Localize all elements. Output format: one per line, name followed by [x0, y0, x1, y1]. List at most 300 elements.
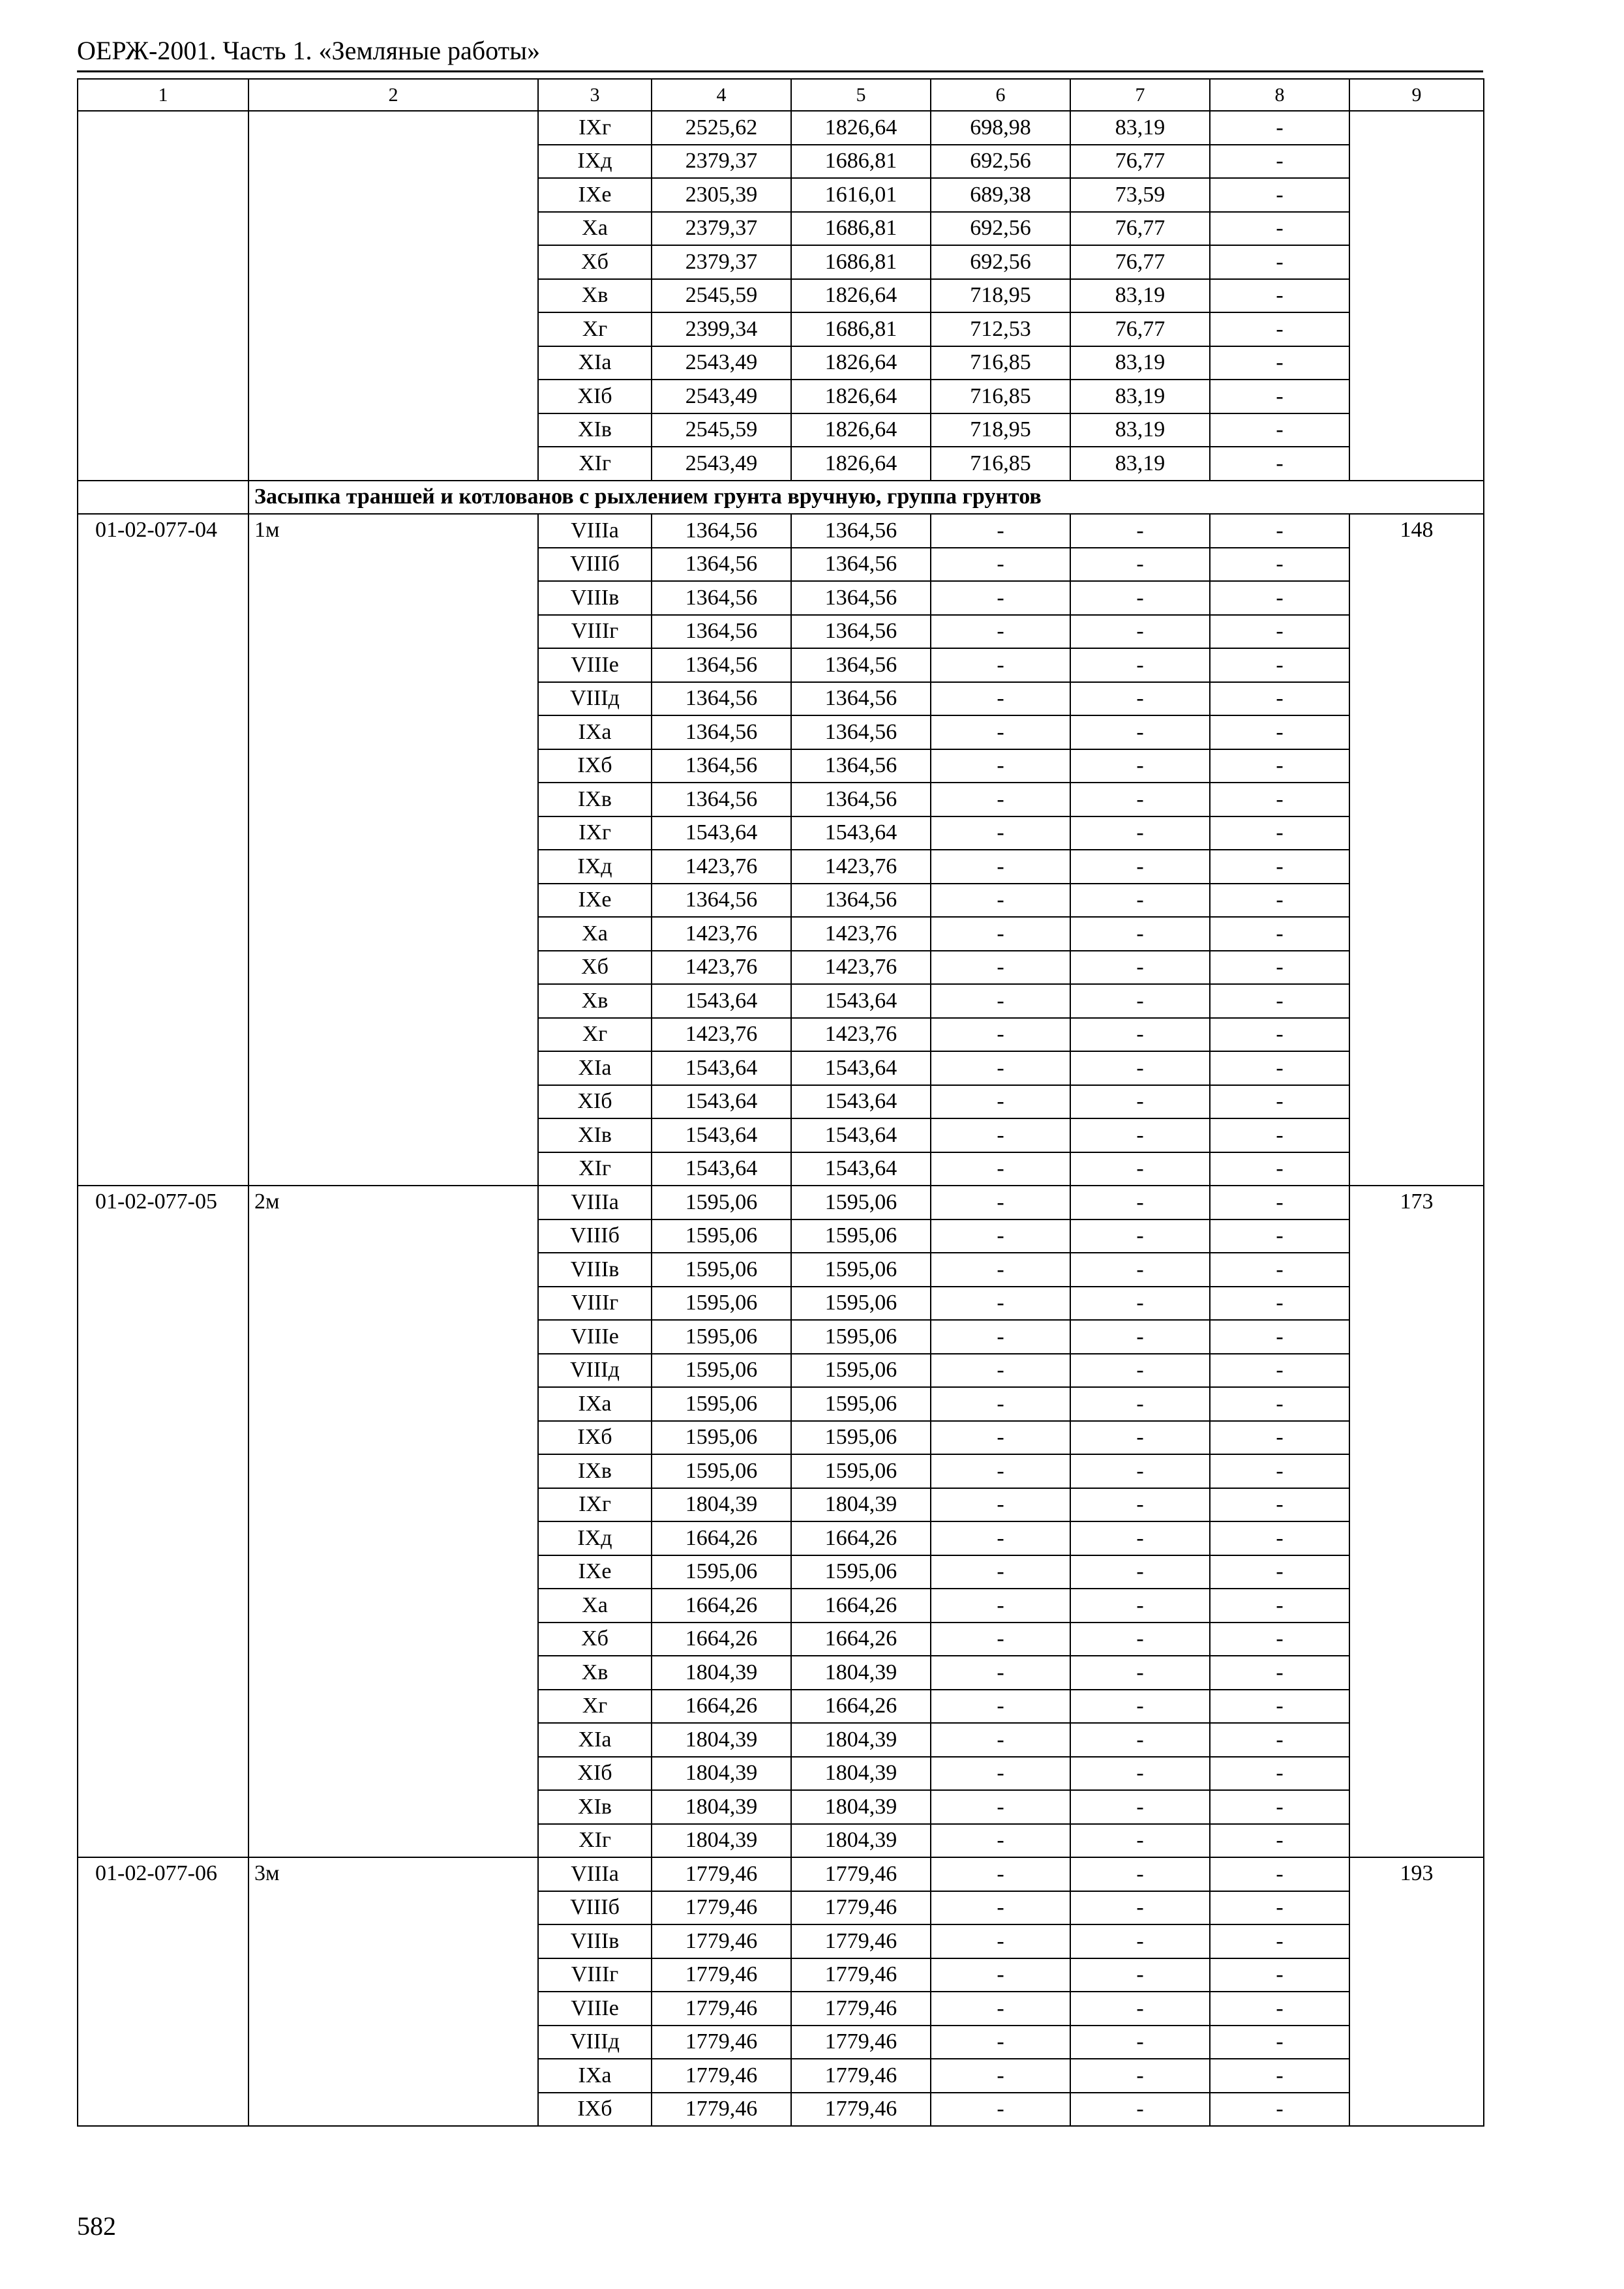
soil-group-cell: Xб: [538, 245, 652, 279]
col7-cell: -: [1070, 1623, 1210, 1656]
soil-group-cell: VIIIд: [538, 1354, 652, 1388]
col8-cell: -: [1210, 1690, 1349, 1724]
col4-cell: 1664,26: [652, 1589, 791, 1623]
soil-group-cell: VIIIе: [538, 1320, 652, 1354]
soil-group-cell: XIб: [538, 1085, 652, 1119]
col8-cell: -: [1210, 1857, 1349, 1891]
col6-cell: -: [931, 1891, 1070, 1925]
soil-group-cell: IXа: [538, 715, 652, 749]
page-header-title: ОЕРЖ-2001. Часть 1. «Земляные работы»: [77, 36, 540, 65]
col5-cell: 1543,64: [791, 1051, 931, 1085]
col6-cell: 712,53: [931, 312, 1070, 346]
column-number-cell: 3: [538, 79, 652, 111]
col5-cell: 1543,64: [791, 1152, 931, 1186]
col5-cell: 1686,81: [791, 145, 931, 179]
col5-cell: 1686,81: [791, 245, 931, 279]
col8-cell: -: [1210, 279, 1349, 313]
col7-cell: -: [1070, 1690, 1210, 1724]
col8-cell: -: [1210, 1824, 1349, 1858]
soil-group-cell: VIIIв: [538, 1924, 652, 1958]
col7-cell: -: [1070, 1857, 1210, 1891]
col7-cell: -: [1070, 581, 1210, 615]
col4-cell: 2543,49: [652, 447, 791, 481]
col4-cell: 1543,64: [652, 816, 791, 850]
col4-cell: 1364,56: [652, 884, 791, 918]
soil-group-cell: VIIIа: [538, 1857, 652, 1891]
col8-cell: -: [1210, 212, 1349, 246]
col7-cell: -: [1070, 1757, 1210, 1791]
code-cell: [78, 111, 248, 481]
col6-cell: -: [931, 1790, 1070, 1824]
soil-group-cell: IXе: [538, 178, 652, 212]
col7-cell: -: [1070, 1790, 1210, 1824]
col6-cell: -: [931, 514, 1070, 548]
col7-cell: -: [1070, 1051, 1210, 1085]
soil-group-cell: XIг: [538, 1152, 652, 1186]
col5-cell: 1664,26: [791, 1623, 931, 1656]
col4-cell: 1804,39: [652, 1790, 791, 1824]
col4-cell: 2545,59: [652, 413, 791, 447]
col5-cell: 1364,56: [791, 783, 931, 816]
col8-cell: -: [1210, 447, 1349, 481]
col6-cell: -: [931, 2026, 1070, 2059]
col8-cell: -: [1210, 1186, 1349, 1219]
col8-cell: -: [1210, 1354, 1349, 1388]
soil-group-cell: Xв: [538, 1656, 652, 1690]
column-number-cell: 2: [248, 79, 538, 111]
col6-cell: -: [931, 1757, 1070, 1791]
col9-value: 148: [1349, 514, 1484, 1186]
col7-cell: -: [1070, 783, 1210, 816]
col4-cell: 1779,46: [652, 2059, 791, 2093]
col6-cell: -: [931, 1656, 1070, 1690]
rate-code: 01-02-077-04: [78, 514, 248, 1186]
col7-cell: -: [1070, 1320, 1210, 1354]
col6-cell: -: [931, 1354, 1070, 1388]
col7-cell: 73,59: [1070, 178, 1210, 212]
col5-cell: 1423,76: [791, 951, 931, 985]
col6-cell: -: [931, 615, 1070, 649]
soil-group-cell: XIб: [538, 380, 652, 413]
soil-group-cell: VIIIд: [538, 682, 652, 716]
col8-cell: -: [1210, 1051, 1349, 1085]
col5-cell: 1664,26: [791, 1589, 931, 1623]
col8-cell: -: [1210, 2093, 1349, 2127]
soil-group-cell: Xв: [538, 279, 652, 313]
col8-cell: -: [1210, 1623, 1349, 1656]
soil-group-cell: VIIIб: [538, 1891, 652, 1925]
col7-cell: 76,77: [1070, 245, 1210, 279]
col5-cell: 1543,64: [791, 816, 931, 850]
soil-group-cell: Xг: [538, 1018, 652, 1052]
col8-cell: -: [1210, 514, 1349, 548]
col6-cell: -: [931, 749, 1070, 783]
col6-cell: -: [931, 1488, 1070, 1522]
col6-cell: -: [931, 1623, 1070, 1656]
col6-cell: -: [931, 917, 1070, 951]
col4-cell: 1595,06: [652, 1387, 791, 1421]
col8-cell: -: [1210, 1320, 1349, 1354]
col4-cell: 1804,39: [652, 1723, 791, 1757]
col5-cell: 1826,64: [791, 346, 931, 380]
col7-cell: -: [1070, 1152, 1210, 1186]
col7-cell: -: [1070, 1018, 1210, 1052]
col7-cell: -: [1070, 1891, 1210, 1925]
col6-cell: -: [931, 984, 1070, 1018]
col5-cell: 1779,46: [791, 1857, 931, 1891]
col5-cell: 1779,46: [791, 2059, 931, 2093]
col6-cell: 718,95: [931, 279, 1070, 313]
col8-cell: -: [1210, 648, 1349, 682]
col4-cell: 1364,56: [652, 783, 791, 816]
col6-cell: -: [931, 1824, 1070, 1858]
col8-cell: -: [1210, 581, 1349, 615]
soil-group-cell: VIIIе: [538, 1992, 652, 2026]
soil-group-cell: Xа: [538, 212, 652, 246]
col6-cell: -: [931, 783, 1070, 816]
soil-group-cell: Xа: [538, 1589, 652, 1623]
soil-group-cell: XIа: [538, 346, 652, 380]
col7-cell: -: [1070, 2059, 1210, 2093]
col5-cell: 1595,06: [791, 1555, 931, 1589]
col5-cell: 1364,56: [791, 682, 931, 716]
col8-cell: -: [1210, 1421, 1349, 1455]
col7-cell: -: [1070, 1118, 1210, 1152]
col6-cell: -: [931, 1555, 1070, 1589]
col5-cell: 1595,06: [791, 1320, 931, 1354]
col8-cell: -: [1210, 1387, 1349, 1421]
col8-cell: -: [1210, 917, 1349, 951]
col8-cell: -: [1210, 380, 1349, 413]
col5-cell: 1543,64: [791, 1085, 931, 1119]
col8-cell: -: [1210, 682, 1349, 716]
col4-cell: 1423,76: [652, 1018, 791, 1052]
col7-cell: -: [1070, 816, 1210, 850]
col5-cell: 1779,46: [791, 1958, 931, 1992]
col5-cell: 1826,64: [791, 380, 931, 413]
col6-cell: -: [931, 715, 1070, 749]
col8-cell: -: [1210, 749, 1349, 783]
col8-cell: -: [1210, 1521, 1349, 1555]
col7-cell: -: [1070, 749, 1210, 783]
col4-cell: 1804,39: [652, 1824, 791, 1858]
col7-cell: -: [1070, 1589, 1210, 1623]
col8-cell: -: [1210, 715, 1349, 749]
col8-cell: -: [1210, 413, 1349, 447]
col4-cell: 1595,06: [652, 1287, 791, 1321]
col7-cell: 83,19: [1070, 380, 1210, 413]
table-row: [78, 1857, 1484, 1891]
rate-code: 01-02-077-06: [78, 1857, 248, 2126]
col5-cell: 1543,64: [791, 1118, 931, 1152]
col8-cell: -: [1210, 1790, 1349, 1824]
col7-cell: -: [1070, 1824, 1210, 1858]
col6-cell: -: [931, 951, 1070, 985]
col6-cell: -: [931, 1152, 1070, 1186]
col5-cell: 1779,46: [791, 2026, 931, 2059]
col4-cell: 1364,56: [652, 648, 791, 682]
soil-group-cell: VIIIб: [538, 1219, 652, 1253]
soil-group-cell: VIIIе: [538, 648, 652, 682]
col5-cell: 1804,39: [791, 1488, 931, 1522]
col7-cell: -: [1070, 2026, 1210, 2059]
col6-cell: -: [931, 1387, 1070, 1421]
col4-cell: 1543,64: [652, 1118, 791, 1152]
col5-cell: 1779,46: [791, 1891, 931, 1925]
col8-cell: -: [1210, 1488, 1349, 1522]
soil-group-cell: IXа: [538, 2059, 652, 2093]
col5-cell: 1664,26: [791, 1690, 931, 1724]
soil-group-cell: XIа: [538, 1723, 652, 1757]
col4-cell: 1804,39: [652, 1757, 791, 1791]
col5-cell: 1364,56: [791, 548, 931, 582]
col9-value: 193: [1349, 1857, 1484, 2126]
soil-group-cell: XIв: [538, 1118, 652, 1152]
col4-cell: 1364,56: [652, 548, 791, 582]
soil-group-cell: XIб: [538, 1757, 652, 1791]
col7-cell: -: [1070, 1085, 1210, 1119]
col6-cell: 718,95: [931, 413, 1070, 447]
col5-cell: 1364,56: [791, 884, 931, 918]
col4-cell: 1664,26: [652, 1623, 791, 1656]
col4-cell: 1664,26: [652, 1521, 791, 1555]
col4-cell: 1595,06: [652, 1354, 791, 1388]
col4-cell: 1364,56: [652, 581, 791, 615]
col7-cell: -: [1070, 1354, 1210, 1388]
column-number-cell: 6: [931, 79, 1070, 111]
col7-cell: -: [1070, 1958, 1210, 1992]
col4-cell: 1423,76: [652, 917, 791, 951]
col6-cell: -: [931, 1219, 1070, 1253]
col8-cell: -: [1210, 1287, 1349, 1321]
header-rule: [77, 70, 1483, 72]
col6-cell: 689,38: [931, 178, 1070, 212]
col8-cell: -: [1210, 1219, 1349, 1253]
col8-cell: -: [1210, 1723, 1349, 1757]
col4-cell: 1595,06: [652, 1454, 791, 1488]
column-number-cell: 1: [78, 79, 248, 111]
col8-cell: -: [1210, 1454, 1349, 1488]
soil-group-cell: VIIIв: [538, 1253, 652, 1287]
col7-cell: -: [1070, 615, 1210, 649]
col4-cell: 1543,64: [652, 1085, 791, 1119]
col5-cell: 1364,56: [791, 648, 931, 682]
depth-cell: [248, 111, 538, 481]
col5-cell: 1826,64: [791, 111, 931, 145]
soil-group-cell: XIг: [538, 447, 652, 481]
col4-cell: 2525,62: [652, 111, 791, 145]
col5-cell: 1616,01: [791, 178, 931, 212]
col6-cell: -: [931, 2093, 1070, 2127]
col8-cell: -: [1210, 783, 1349, 816]
col6-cell: -: [931, 1253, 1070, 1287]
col6-cell: -: [931, 1723, 1070, 1757]
col5-cell: 1804,39: [791, 1824, 931, 1858]
col4-cell: 1779,46: [652, 2026, 791, 2059]
col6-cell: -: [931, 1454, 1070, 1488]
col5-cell: 1423,76: [791, 850, 931, 884]
col4-cell: 2543,49: [652, 380, 791, 413]
col8-cell: -: [1210, 1958, 1349, 1992]
col8-cell: -: [1210, 2059, 1349, 2093]
col5-cell: 1686,81: [791, 212, 931, 246]
col4-cell: 1779,46: [652, 1992, 791, 2026]
col4-cell: 2305,39: [652, 178, 791, 212]
col4-cell: 1364,56: [652, 615, 791, 649]
rate-code: 01-02-077-05: [78, 1186, 248, 1857]
col6-cell: -: [931, 816, 1070, 850]
col5-cell: 1804,39: [791, 1723, 931, 1757]
col4-cell: 1543,64: [652, 984, 791, 1018]
col8-cell: -: [1210, 1018, 1349, 1052]
soil-group-cell: IXд: [538, 145, 652, 179]
column-number-cell: 9: [1349, 79, 1484, 111]
soil-group-cell: IXе: [538, 1555, 652, 1589]
col7-cell: -: [1070, 1555, 1210, 1589]
col4-cell: 2543,49: [652, 346, 791, 380]
soil-group-cell: VIIIд: [538, 2026, 652, 2059]
col5-cell: 1595,06: [791, 1387, 931, 1421]
col5-cell: 1423,76: [791, 917, 931, 951]
col8-cell: -: [1210, 312, 1349, 346]
col6-cell: -: [931, 1521, 1070, 1555]
col5-cell: 1364,56: [791, 749, 931, 783]
col7-cell: -: [1070, 1186, 1210, 1219]
col8-cell: -: [1210, 178, 1349, 212]
col4-cell: 1779,46: [652, 1891, 791, 1925]
col5-cell: 1779,46: [791, 1992, 931, 2026]
col6-cell: 698,98: [931, 111, 1070, 145]
col6-cell: -: [931, 1690, 1070, 1724]
col7-cell: -: [1070, 1253, 1210, 1287]
col4-cell: 1779,46: [652, 1857, 791, 1891]
column-number-cell: 5: [791, 79, 931, 111]
column-number-row: [78, 79, 1484, 111]
col4-cell: 1543,64: [652, 1051, 791, 1085]
col7-cell: -: [1070, 648, 1210, 682]
col6-cell: 692,56: [931, 145, 1070, 179]
col4-cell: 1364,56: [652, 514, 791, 548]
soil-group-cell: Xг: [538, 312, 652, 346]
column-number-cell: 8: [1210, 79, 1349, 111]
soil-group-cell: IXб: [538, 2093, 652, 2127]
col7-cell: -: [1070, 1421, 1210, 1455]
col7-cell: -: [1070, 1656, 1210, 1690]
col8-cell: -: [1210, 145, 1349, 179]
col7-cell: -: [1070, 1924, 1210, 1958]
col8-cell: -: [1210, 884, 1349, 918]
col4-cell: 1595,06: [652, 1219, 791, 1253]
col6-cell: -: [931, 1589, 1070, 1623]
col4-cell: 2545,59: [652, 279, 791, 313]
col7-cell: -: [1070, 884, 1210, 918]
soil-group-cell: IXв: [538, 1454, 652, 1488]
soil-group-cell: VIIIб: [538, 548, 652, 582]
col6-cell: -: [931, 682, 1070, 716]
soil-group-cell: Xб: [538, 951, 652, 985]
col7-cell: -: [1070, 850, 1210, 884]
soil-group-cell: VIIIв: [538, 581, 652, 615]
col5-cell: 1595,06: [791, 1354, 931, 1388]
col6-cell: 692,56: [931, 212, 1070, 246]
col4-cell: 1804,39: [652, 1656, 791, 1690]
col5-cell: 1595,06: [791, 1421, 931, 1455]
soil-group-cell: VIIIг: [538, 1287, 652, 1321]
col5-cell: 1595,06: [791, 1253, 931, 1287]
col7-cell: -: [1070, 984, 1210, 1018]
soil-group-cell: IXа: [538, 1387, 652, 1421]
col6-cell: -: [931, 850, 1070, 884]
col6-cell: -: [931, 648, 1070, 682]
col5-cell: 1779,46: [791, 2093, 931, 2127]
col6-cell: -: [931, 1958, 1070, 1992]
depth-value: 3м: [248, 1857, 538, 2126]
col5-cell: 1364,56: [791, 715, 931, 749]
col7-cell: -: [1070, 715, 1210, 749]
col4-cell: 1364,56: [652, 682, 791, 716]
col7-cell: 83,19: [1070, 111, 1210, 145]
col8-cell: -: [1210, 850, 1349, 884]
col7-cell: -: [1070, 1521, 1210, 1555]
table-row: [78, 111, 1484, 145]
col4-cell: 2379,37: [652, 245, 791, 279]
soil-group-cell: XIв: [538, 1790, 652, 1824]
col7-cell: 83,19: [1070, 413, 1210, 447]
col5-cell: 1826,64: [791, 279, 931, 313]
soil-group-cell: IXб: [538, 1421, 652, 1455]
col6-cell: 716,85: [931, 346, 1070, 380]
col6-cell: -: [931, 1320, 1070, 1354]
col8-cell: -: [1210, 1924, 1349, 1958]
soil-group-cell: Xб: [538, 1623, 652, 1656]
col4-cell: 1804,39: [652, 1488, 791, 1522]
col5-cell: 1543,64: [791, 984, 931, 1018]
col6-cell: 692,56: [931, 245, 1070, 279]
col6-cell: -: [931, 548, 1070, 582]
col5-cell: 1826,64: [791, 413, 931, 447]
col8-cell: -: [1210, 1891, 1349, 1925]
col7-cell: -: [1070, 1992, 1210, 2026]
col4-cell: 1423,76: [652, 951, 791, 985]
col5-cell: 1664,26: [791, 1521, 931, 1555]
col8-cell: -: [1210, 1656, 1349, 1690]
col5-cell: 1364,56: [791, 514, 931, 548]
col4-cell: 1364,56: [652, 749, 791, 783]
col4-cell: 1779,46: [652, 2093, 791, 2127]
col7-cell: 83,19: [1070, 279, 1210, 313]
col8-cell: -: [1210, 346, 1349, 380]
col7-cell: -: [1070, 917, 1210, 951]
page-number: 582: [77, 2211, 116, 2241]
col7-cell: -: [1070, 548, 1210, 582]
col5-cell: 1804,39: [791, 1790, 931, 1824]
section-title-row: [78, 481, 1484, 515]
col5-cell: 1595,06: [791, 1219, 931, 1253]
col5-cell: 1364,56: [791, 581, 931, 615]
col6-cell: -: [931, 581, 1070, 615]
col8-cell: -: [1210, 1757, 1349, 1791]
col6-cell: -: [931, 1118, 1070, 1152]
soil-group-cell: VIIIа: [538, 514, 652, 548]
col5-cell: 1595,06: [791, 1454, 931, 1488]
section-code-cell: [78, 481, 248, 515]
col4-cell: 1543,64: [652, 1152, 791, 1186]
col6-cell: 716,85: [931, 447, 1070, 481]
rates-table: [77, 78, 1484, 2127]
col5-cell: 1595,06: [791, 1186, 931, 1219]
col6-cell: -: [931, 2059, 1070, 2093]
col8-cell: -: [1210, 1118, 1349, 1152]
